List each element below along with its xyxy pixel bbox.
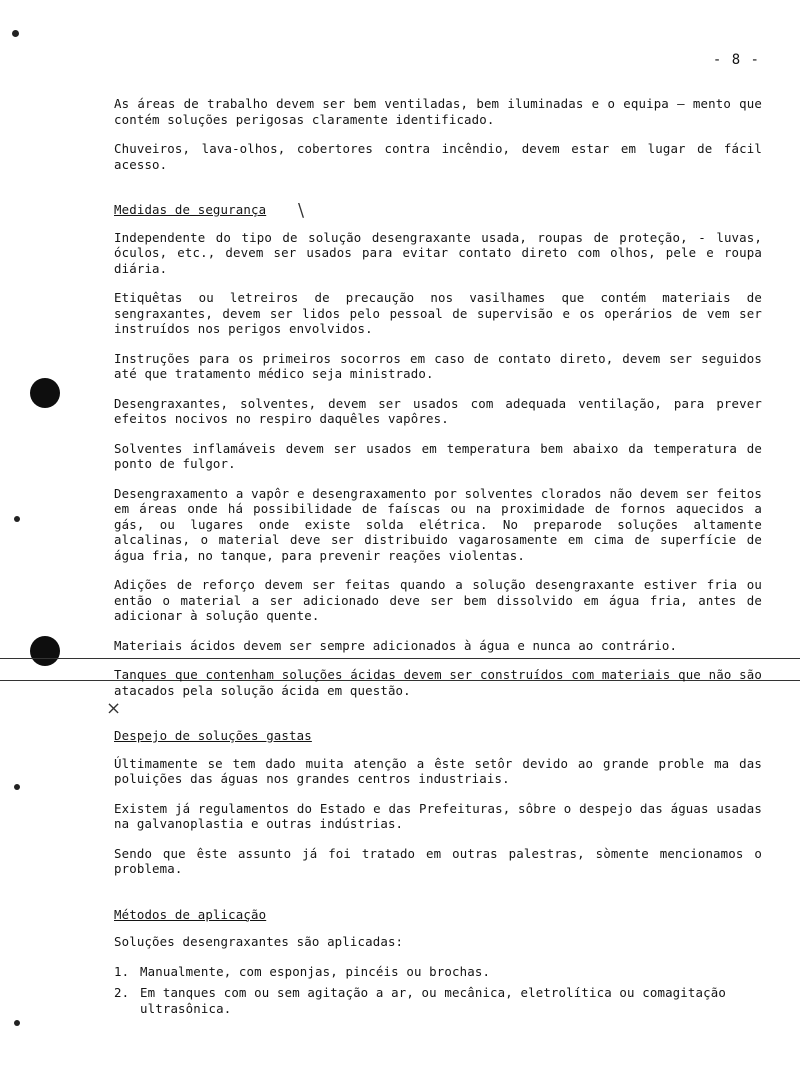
section-seguranca bbox=[114, 186, 762, 230]
list-text: Em tanques com ou sem agitação a ar, ou mecânica, eletrolítica ou comagitação ultrasônica. bbox=[140, 985, 726, 1016]
handwritten-check-mark: \ bbox=[298, 200, 305, 221]
section-metodos bbox=[114, 891, 762, 935]
section-despejo bbox=[114, 712, 762, 756]
paragraph: As áreas de trabalho devem ser bem ventiladas, bem iluminadas e o equipa — mento que contém soluções perigosas claramente identificado. bbox=[114, 96, 762, 127]
document-body bbox=[114, 96, 762, 1022]
list-item bbox=[114, 964, 762, 980]
scan-speck bbox=[12, 30, 19, 37]
paragraph: Solventes inflamáveis devem ser usados em temperatura bem abaixo da temperatura de ponto de fulgor. bbox=[114, 440, 762, 471]
paragraph: Adições de reforço devem ser feitas quando a solução desengraxante estiver fria ou então o material a ser adicionado deve ser bem dissolvido em água fria, antes de adicionar à solução quente. bbox=[114, 577, 762, 623]
paragraph: Sendo que êste assunto já foi tratado em outras palestras, sòmente mencionamos o problema. bbox=[114, 845, 762, 876]
scan-speck bbox=[14, 784, 20, 790]
scan-speck bbox=[14, 516, 20, 522]
list-number: 2. bbox=[114, 985, 130, 1000]
paragraph: Desengraxamento a vapôr e desengraxamento por solventes clorados não devem ser feitos em áreas onde há possibilidade de faíscas ou na proximidade de fornos aquecidos a gás, ou lugares onde existe solda elétrica. No preparode soluções altamente alcalinas, o material deve ser distribuido vagarosamente em cima de superfície de água fria, no tanque, para prevenir reações violentas. bbox=[114, 485, 762, 563]
paragraph: Materiais ácidos devem ser sempre adicionados à água e nunca ao contrário. bbox=[114, 637, 678, 653]
list-text: Manualmente, com esponjas, pincéis ou brochas. bbox=[140, 963, 491, 979]
list-item bbox=[114, 985, 762, 1016]
binder-hole-top bbox=[30, 378, 60, 408]
section-heading: Métodos de aplicação bbox=[114, 906, 267, 922]
list-number: 1. bbox=[114, 963, 130, 979]
paragraph: Independente do tipo de solução desengraxante usada, roupas de proteção, - luvas, óculos, etc., devem ser usados para evitar contato direto com olhos, pele e roupa diária. bbox=[114, 229, 762, 276]
paragraph: Soluções desengraxantes são aplicadas: bbox=[114, 934, 404, 949]
paragraph: Chuveiros, lava-olhos, cobertores contra incêndio, devem estar em lugar de fácil acesso. bbox=[114, 141, 762, 172]
paragraph: Últimamente se tem dado muita atenção a êste setôr devido ao grande proble ma das poluições das águas nos grandes centros industriais. bbox=[114, 755, 762, 786]
paragraph: Tanques que contenham soluções ácidas devem ser construídos com materiais que não são atacados pela solução ácida em questão. bbox=[114, 667, 762, 698]
paragraph: Desengraxantes, solventes, devem ser usados com adequada ventilação, para prever efeitos nocivos no respiro daquêles vapôres. bbox=[114, 395, 762, 426]
scan-speck bbox=[14, 1020, 20, 1026]
section-heading: Medidas de segurança bbox=[114, 202, 267, 217]
page-number: - 8 - bbox=[712, 52, 760, 68]
binder-hole-bottom bbox=[30, 636, 60, 666]
section-heading: Despejo de soluções gastas bbox=[114, 728, 312, 743]
handwritten-x-mark: × bbox=[106, 698, 122, 719]
paragraph: Instruções para os primeiros socorros em caso de contato direto, devem ser seguidos até que tratamento médico seja ministrado. bbox=[114, 350, 762, 381]
paragraph: Existem já regulamentos do Estado e das Prefeituras, sôbre o despejo das águas usadas na galvanoplastia e outras indústrias. bbox=[114, 800, 762, 831]
paragraph: Etiquêtas ou letreiros de precaução nos vasilhames que contém materiais de sengraxantes, devem ser lidos pelo pessoal de supervisão e os operários de vem ser instruídos nos perigos envolvidos. bbox=[114, 290, 762, 336]
